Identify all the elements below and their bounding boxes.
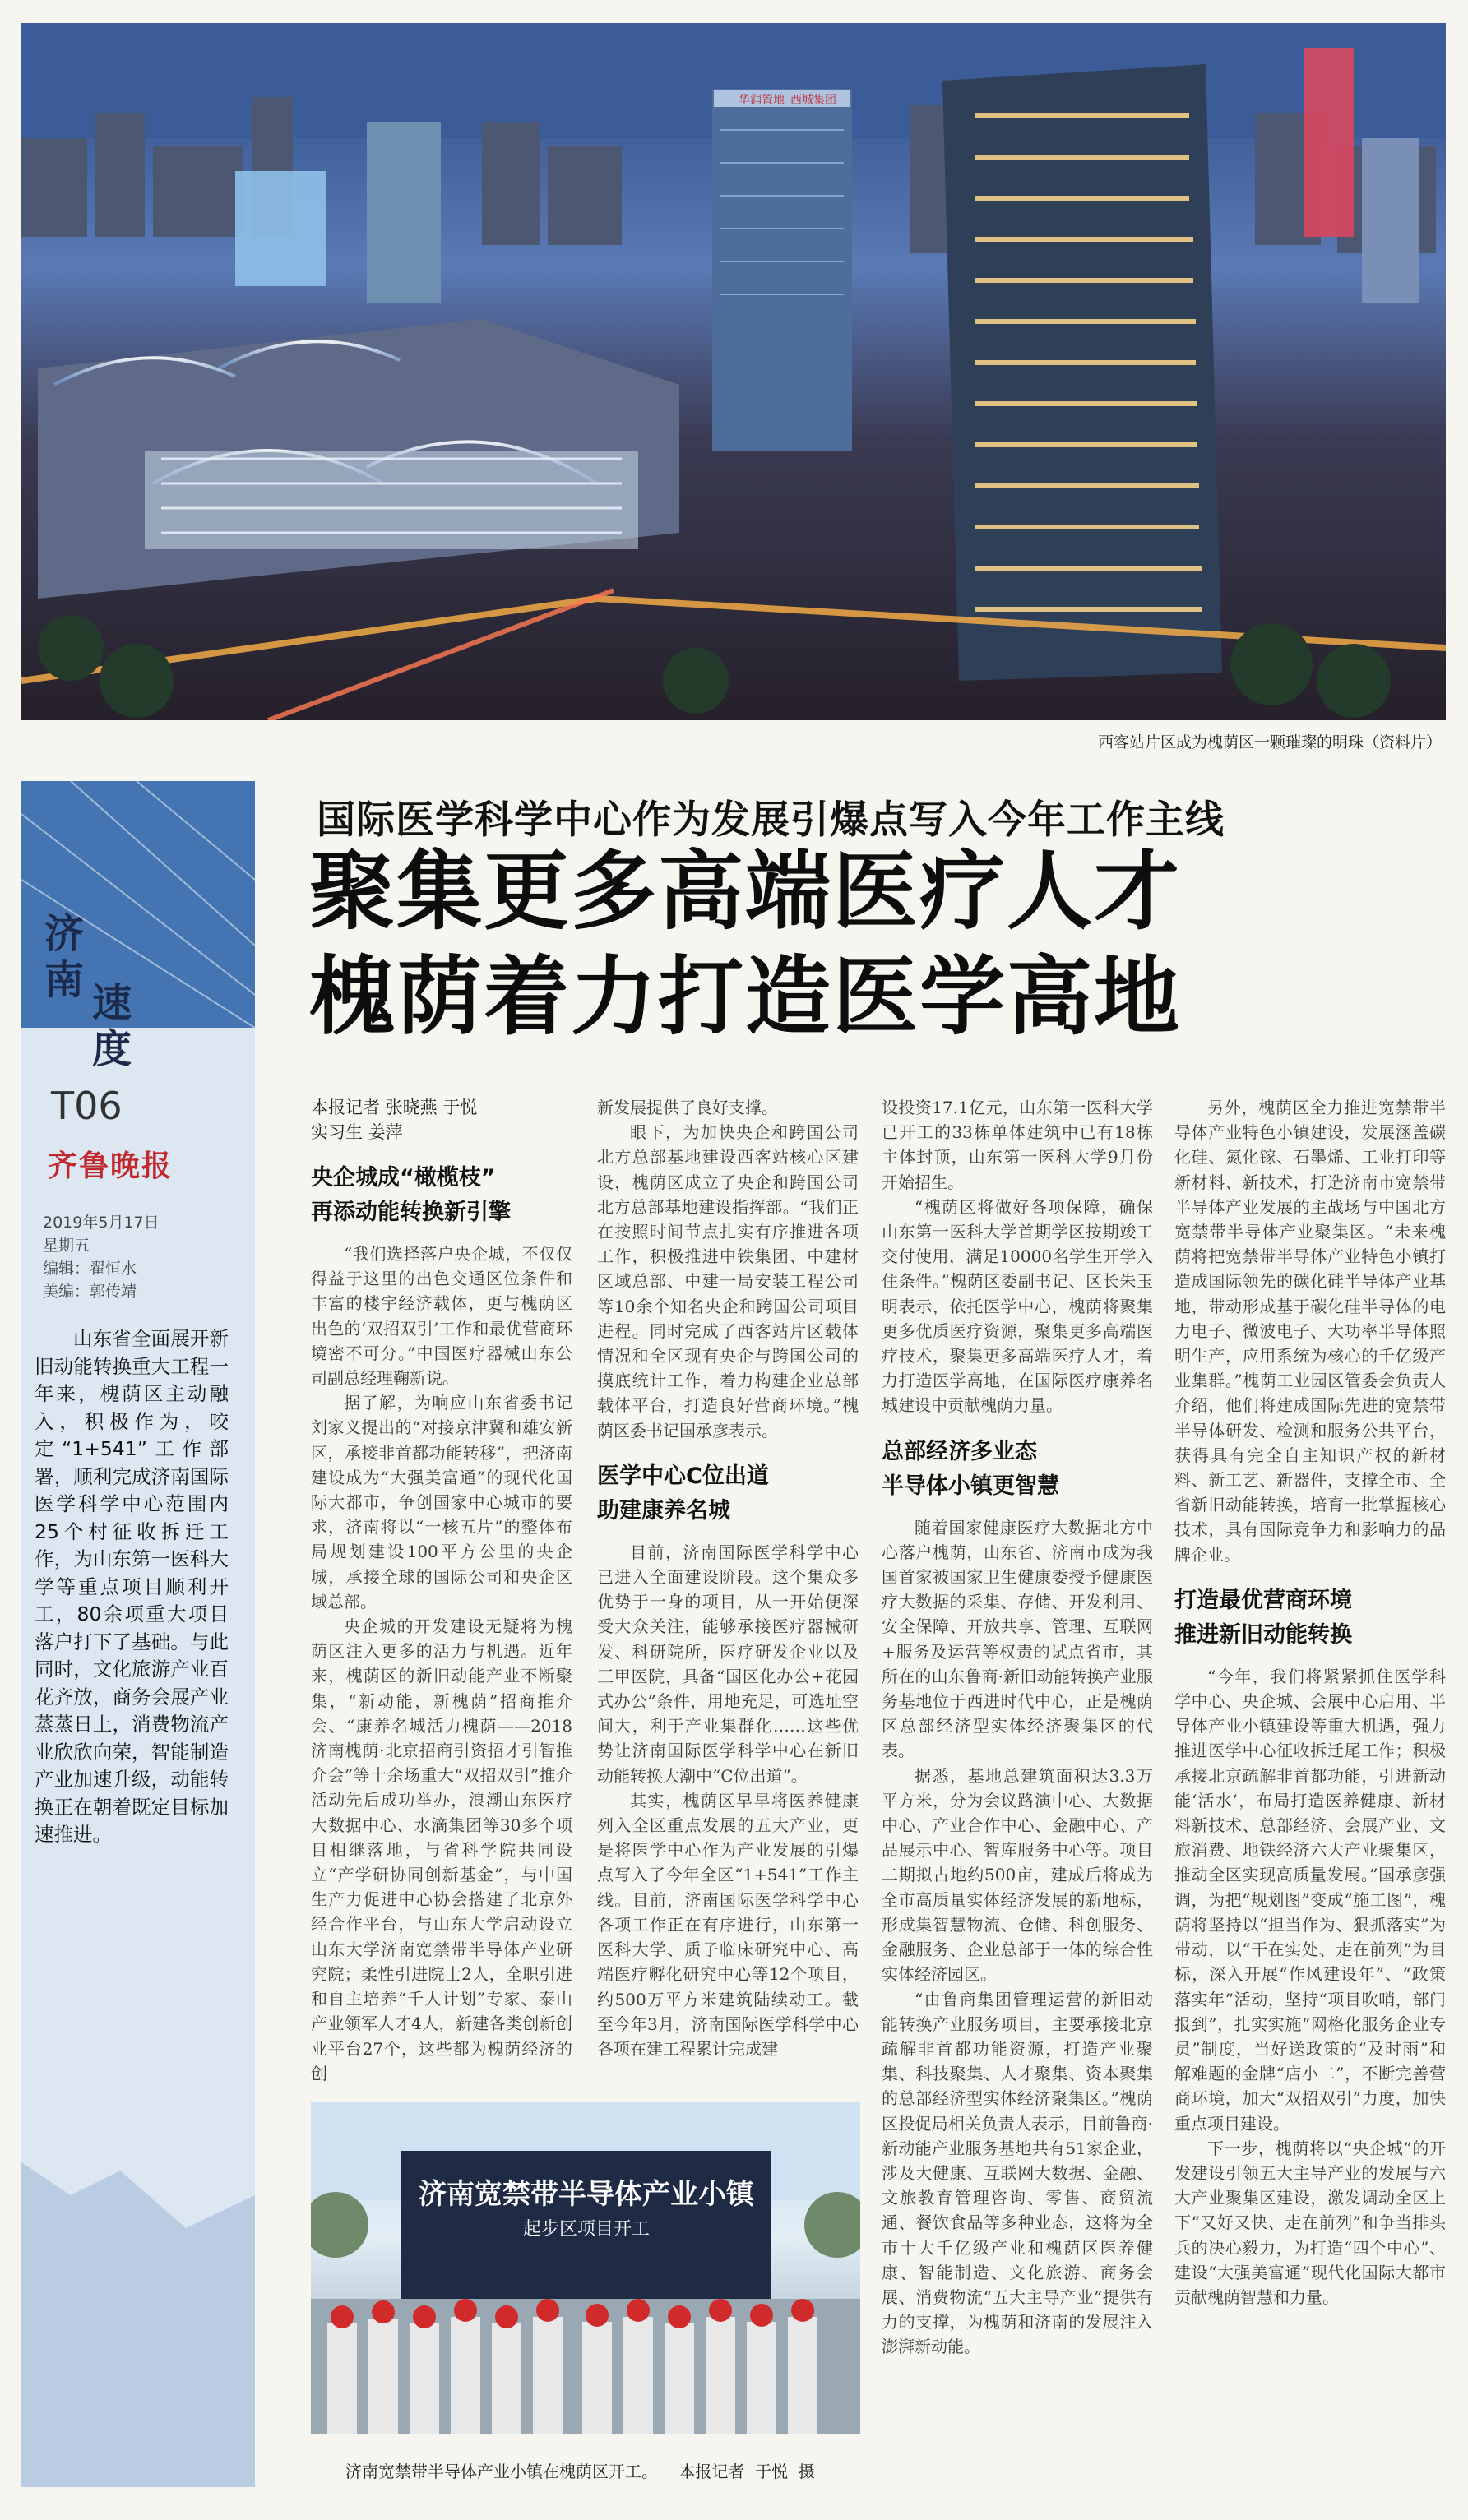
city-night-illustration — [21, 23, 1446, 720]
summary-text: 山东省全面展开新旧动能转换重大工程一年来，槐荫区主动融入，积极作为，咬定“1+541”工作部署，顺利完成济南国际医学科学中心范围内25个村征收拆迁工作，为山东第一医科大学等重点项目顺利开工，80余项重大项目落户打下了基础。与此同时，文化旅游产业百花齐放，商务会展产业蒸蒸日上，消费物流产业欣欣向荣，智能制造产业加速升级，动能转换正在朝着既定目标加速推进。 — [35, 1327, 229, 1846]
issue-date: 2019年5月17日 — [43, 1214, 160, 1232]
subhead-2a: 医学中心C位出道 — [597, 1463, 769, 1489]
article-column-1 — [311, 1095, 572, 2092]
subhead-4a: 打造最优营商环境 — [1174, 1587, 1352, 1613]
paragraph: “由鲁商集团管理运营的新旧动能转换产业服务项目，主要承接北京疏解非首都功能资源，打造产业聚集、科技聚集、人才聚集、资本聚集的总部经济型实体经济聚集区。”槐荫区投促局相关负责人表示，目前鲁商·新动能产业服务基地共有51家企业，涉及大健康、互联网大数据、金融、文旅教育管理咨询、零售、商贸流通、餐饮食品等多种业态，这将为全市十大千亿级产业和槐荫区医养健康、智能制造、文化旅游、商务会展、消费物流“五大主导产业”提供有力的支撑，为槐荫和济南的发展注入澎湃新动能。 — [882, 1989, 1153, 2357]
subhead-1 — [311, 1161, 572, 1230]
paragraph: “今年，我们将紧紧抓住医学科学中心、央企城、会展中心启用、半导体产业小镇建设等重大机遇，强力推进医学中心征收拆迁尾工作；积极承接北京疏解非首都功能，引进新动能‘活水’，布局打造医养健康、新材料新技术、总部经济、会展产业、文旅消费、地铁经济六大产业聚集区，推动全区实现高质量发展。”国承彦强调，为把“规划图”变成“施工图”，槐荫将坚持以“担当作为、狠抓落实”为带动，以“干在实处、走在前列”为目标，深入开展“作风建设年”、“政策落实年”活动，坚持“项目吹哨，部门报到”，扎实实施“网格化服务企业专员”制度，当好送政策的“及时雨”和解难题的金牌“店小二”，不断完善营商环境，加大“双招双引”力度，加快重点项目建设。 — [1174, 1666, 1446, 2134]
ceremony-photo — [311, 2102, 860, 2434]
ceremony-photo-caption: 济南宽禁带半导体产业小镇在槐荫区开工。 本报记者 于悦 摄 — [345, 2462, 815, 2481]
tower-sign-1: 华润置地 — [739, 94, 785, 107]
paragraph: 目前，济南国际医学科学中心已进入全面建设阶段。这个集众多优势于一身的项目，从一开始便深受大众关注，能够承接医疗器械研发、科研院所，医疗研发企业以及三甲医院，具备“国区化办公+花园式办公”条件，用地充足，可选址空间大，利于产业集群化……这些优势让济南国际医学科学中心在新旧动能转换大潮中“C位出道”。 — [597, 1542, 859, 1786]
section-char-1: 济 — [44, 911, 85, 957]
subhead-2b: 助建康养名城 — [597, 1497, 730, 1524]
paragraph: 眼下，为加快央企和跨国公司北方总部基地建设西客站核心区建设，槐荫区成立了央企和跨国公司北方总部基地建设指挥部。“我们正在按照时间节点扎实有序推进各项工作，积极推进中铁集团、中建材区域总部、中建一局安装工程公司等10余个知名央企和跨国公司项目进程。同时完成了西客站片区载体情况和全区现有央企与跨国公司的摸底统计工作，着力构建企业总部载体平台，打造良好营商环境。”槐荫区委书记国承彦表示。 — [597, 1122, 859, 1440]
ceremony-illustration — [311, 2102, 860, 2434]
paragraph: 另外，槐荫区全力推进宽禁带半导体产业特色小镇建设，发展涵盖碳化硅、氮化镓、石墨烯、工业打印等新材料、新技术，打造济南市宽禁带半导体产业发展的主战场与中国北方宽禁带半导体产业聚集区。“未来槐荫将把宽禁带半导体产业特色小镇打造成国际领先的碳化硅半导体产业基地，带动形成基于碳化硅半导体的电力电子、微波电子、大功率半导体照明生产，应用系统为核心的千亿级产业集群。”槐荫工业园区管委会负责人介绍，他们将建成国际先进的宽禁带半导体研发、检测和服务公共平台，获得具有完全自主知识产权的新材料、新工艺、新器件，支撑全市、全省新旧动能转换，培育一批掌握核心技术，具有国际竞争力和影响力的品牌企业。 — [1174, 1098, 1446, 1565]
subhead-2 — [597, 1459, 859, 1528]
section-char-3: 速 — [92, 980, 132, 1026]
byline-line-1: 本报记者 张晓燕 于悦 — [311, 1098, 478, 1117]
paragraph: 设投资17.1亿元，山东第一医科大学已开工的33栋单体建筑中已有18栋主体封顶，山东第一医科大学9月份开始招生。 — [882, 1098, 1153, 1192]
paragraph: 其实，槐荫区早早将医养健康列入全区重点发展的五大产业，更是将医学中心作为产业发展的引爆点写入了今年全区“1+541”工作主线。目前，济南国际医学科学中心各项工作正在有序进行，山东第一医科大学、质子临床研究中心、高端医疗孵化研究中心等12个项目，约500万平方米建筑陆续动工。截至今年3月，济南国际医学科学中心各项在建工程累计完成建 — [597, 1790, 859, 2059]
article-column-4 — [1174, 1095, 1446, 2497]
paragraph: 新发展提供了良好支撑。 — [597, 1098, 778, 1117]
subhead-3 — [882, 1435, 1153, 1504]
cover-photo — [21, 23, 1446, 720]
byline — [311, 1095, 572, 1144]
issue-weekday: 星期五 — [43, 1237, 90, 1255]
subhead-4 — [1174, 1584, 1446, 1653]
paragraph: “槐荫区将做好各项保障，确保山东第一医科大学首期学区按期竣工交付使用，满足10000名学生开学入住条件。”槐荫区委副书记、区长朱玉明表示，依托医学中心，槐荫将聚集更多优质医疗资源，聚集更多高端医疗技术，聚集更多高端医疗人才，着力打造医学高地，在国际医疗康养名城建设中贡献槐荫力量。 — [882, 1196, 1153, 1416]
section-char-4: 度 — [92, 1026, 132, 1072]
banner-subtitle: 起步区项目开工 — [522, 2219, 651, 2240]
subhead-1a: 央企城成“橄榄枝” — [311, 1165, 496, 1191]
headline-line-1: 聚集更多高端医疗人才 — [309, 841, 1182, 941]
headline-line-2: 槐荫着力打造医学高地 — [309, 946, 1182, 1047]
byline-line-2: 实习生 姜萍 — [311, 1122, 403, 1142]
paragraph: 央企城的开发建设无疑将为槐荫区注入更多的活力与机遇。近年来，槐荫区的新旧动能产业不断聚集，“新动能，新槐荫”招商推介会、“康养名城活力槐荫——2018济南槐荫·北京招商引资招才引智推介会”等十余场重大“双招双引”推介活动先后成功举办，浪潮山东医疗大数据中心、水滴集团等30多个项目相继落地，与省科学院共同设立“产学研协同创新基金”，与中国生产力促进中心协会搭建了北京外经合作平台，与山东大学启动设立山东大学济南宽禁带半导体产业研究院；柔性引进院士2人，全职引进和自主培养“千人计划”专家、泰山产业领军人才4人，新建各类创新创业平台27个，这些都为槐荫经济的创 — [311, 1616, 572, 2083]
editor-credit: 编辑：翟恒水 — [43, 1260, 137, 1278]
headline-kicker: 国际医学科学中心作为发展引爆点写入今年工作主线 — [317, 798, 1225, 843]
subhead-3a: 总部经济多业态 — [882, 1438, 1037, 1464]
paragraph: 下一步，槐荫将以“央企城”的开发建设引领五大主导产业的发展与六大产业聚集区建设，激发调动全区上下“又好又快、走在前列”和争当排头兵的决心毅力，为打造“四个中心”、建设“大强美富通”现代化国际大都市贡献槐荫智慧和力量。 — [1174, 2138, 1446, 2307]
paragraph: “我们选择落户央企城，不仅仅得益于这里的出色交通区位条件和丰富的楼宇经济载体，更与槐荫区出色的‘双招双引’工作和最优营商环境密不可分。”中国医疗器械山东公司副总经理鞠新说。 — [311, 1244, 572, 1389]
page-number: T06 — [51, 1084, 123, 1128]
tower-sign-2: 西城集团 — [790, 94, 836, 107]
article-column-3 — [882, 1095, 1153, 2497]
subhead-4b: 推进新旧动能转换 — [1174, 1621, 1352, 1648]
subhead-1b: 再添动能转换新引擎 — [311, 1200, 511, 1225]
paragraph: 据了解，为响应山东省委书记刘家义提出的“对接京津冀和雄安新区，承接非首都功能转移”，把济南建设成为“大强美富通”的现代化国际大都市，争创国家中心城市的要求，济南将以“一核五片”的整体布局规划建设100平方公里的央企城，承接全球的国际公司和央企区域总部。 — [311, 1393, 572, 1611]
paragraph: 据悉，基地总建筑面积达3.3万平方米，分为会议路演中心、大数据中心、产业合作中心、金融中心、产品展示中心、智库服务中心等。项目二期拟占地约500亩，建成后将成为全市高质量实体经济发展的新地标，形成集智慧物流、仓储、科创服务、金融服务、企业总部于一体的综合性实体经济园区。 — [882, 1765, 1153, 1985]
subhead-3b: 半导体小镇更智慧 — [882, 1473, 1059, 1499]
paragraph: 随着国家健康医疗大数据北方中心落户槐荫，山东省、济南市成为我国首家被国家卫生健康委授予健康医疗大数据的采集、存储、开发利用、安全保障、开放共享、管理、互联网+服务及运营等权责的试点省市，其所在的山东鲁商·新旧动能转换产业服务基地位于西进时代中心，正是槐荫区总部经济型实体经济聚集区的代表。 — [882, 1517, 1153, 1761]
photo-caption: 西客站片区成为槐荫区一颗璀璨的明珠（资料片） — [1097, 733, 1442, 751]
designer-credit: 美编：郭传靖 — [43, 1283, 137, 1301]
newspaper-logo: 齐鲁晚报 — [48, 1149, 174, 1183]
banner-title: 济南宽禁带半导体产业小镇 — [419, 2178, 754, 2211]
section-char-2: 南 — [44, 957, 85, 1003]
article-column-2 — [597, 1095, 859, 2092]
